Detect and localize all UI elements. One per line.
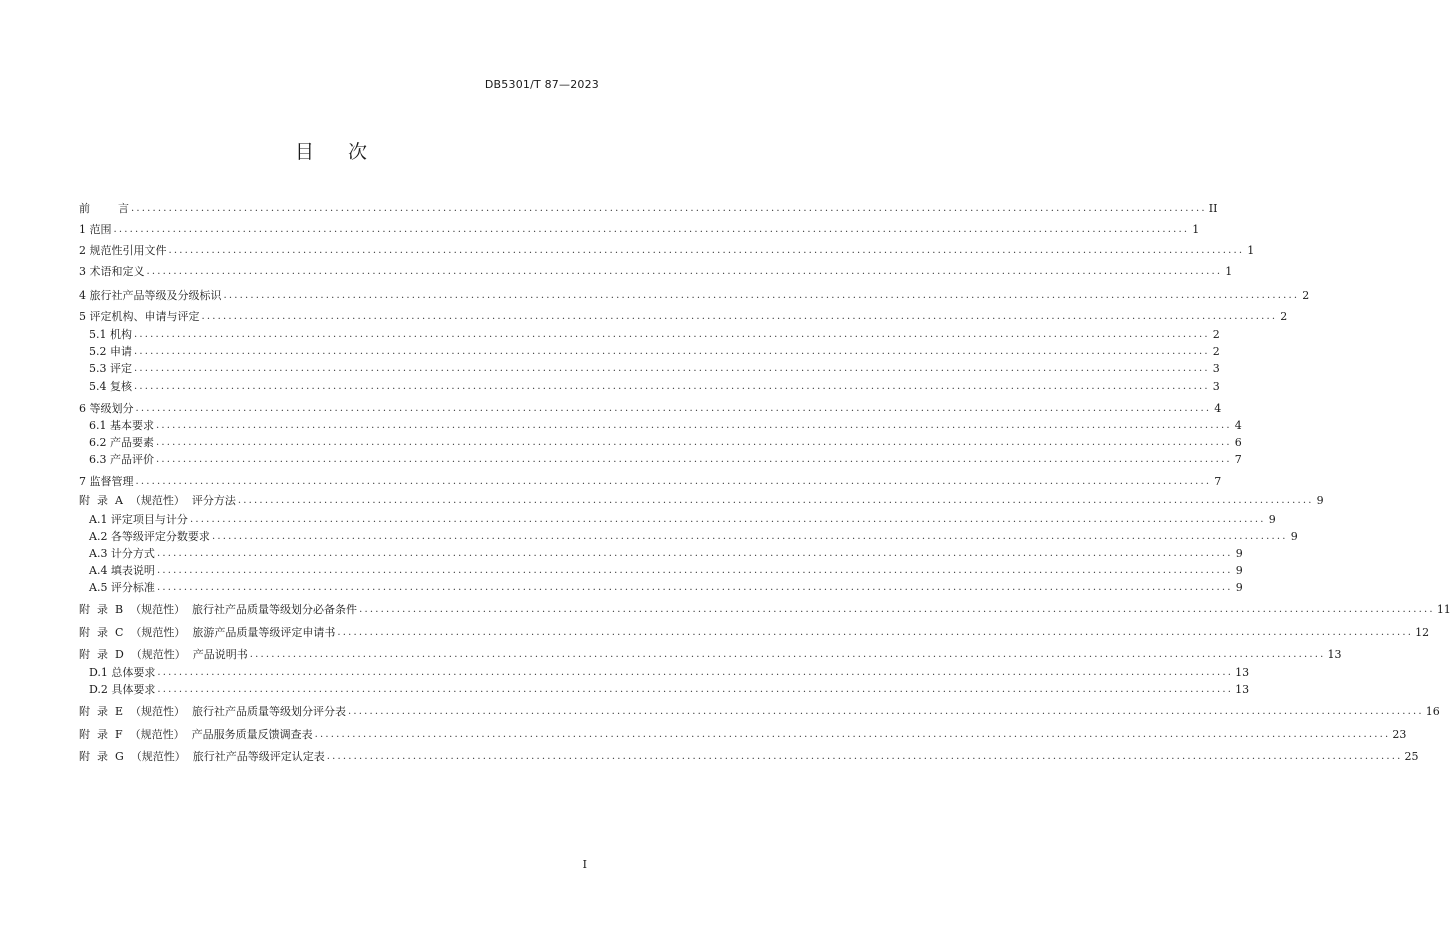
toc-entry-label: 附 录 B （规范性） 旅行社产品质量等级划分必备条件 [79,603,358,616]
toc-entry-page: 4 [1214,402,1222,415]
toc-entry[interactable] [79,579,1243,596]
toc-entry-page: 13 [1327,648,1342,661]
toc-entry[interactable] [79,378,1220,395]
toc-entry[interactable] [79,221,1200,238]
page-number: I [582,858,587,871]
toc-entry[interactable] [79,400,1222,417]
toc-entry[interactable] [79,200,1218,217]
toc-leader-dots: ........................................................................................................................................................................................................ [223,290,1300,301]
toc-leader-dots: ........................................................................................................................................................................................................ [314,729,1391,740]
toc-entry-page: 7 [1214,475,1222,488]
toc-entry[interactable] [79,562,1243,579]
toc-leader-dots: ........................................................................................................................................................................................................ [134,363,1210,374]
toc-entry-label: 5.3 评定 [89,362,132,375]
toc-entry-page: 1 [1192,223,1200,236]
title-char-right: 次 [348,141,368,163]
toc-entry-label: 6 等级划分 [79,402,134,415]
toc-entry-page: 23 [1392,728,1407,741]
toc-leader-dots: ........................................................................................................................................................................................................ [135,403,1212,414]
toc-leader-dots: ........................................................................................................................................................................................................ [113,224,1190,235]
toc-entry-label: 5.2 申请 [89,345,132,358]
toc-entry-label: D.2 具体要求 [89,683,156,696]
toc-entry[interactable] [79,664,1250,681]
toc-entry-label: 7 监督管理 [79,475,134,488]
toc-entry[interactable] [79,451,1242,468]
toc-entry-page: 4 [1234,419,1242,432]
toc-entry-label: 附 录 A （规范性） 评分方法 [79,494,236,507]
toc-entry-page: 2 [1302,289,1310,302]
toc-entry-label: A.3 计分方式 [89,547,155,560]
toc-leader-dots: ........................................................................................................................................................................................................ [359,604,1435,615]
toc-leader-dots: ........................................................................................................................................................................................................ [326,751,1403,762]
toc-entry-label: 5 评定机构、申请与评定 [79,310,200,323]
toc-entry[interactable] [79,601,1451,618]
toc-entry-page: 9 [1290,530,1298,543]
toc-entry-label: A.2 各等级评定分数要求 [89,530,210,543]
toc-entry-page: 11 [1436,603,1451,616]
toc-entry-label: 6.3 产品评价 [89,453,154,466]
toc-entry-label: A.1 评定项目与计分 [89,513,188,526]
toc-entry-page: 13 [1235,666,1250,679]
page-title [0,137,662,164]
toc-entry-label: 1 范围 [79,223,112,236]
toc-entry[interactable] [79,242,1255,259]
toc-entry-label: 5.4 复核 [89,380,132,393]
toc-entry-page: 9 [1316,494,1324,507]
toc-entry[interactable] [79,263,1233,280]
toc-entry-label: D.1 总体要求 [89,666,156,679]
toc-leader-dots: ........................................................................................................................................................................................................ [146,266,1223,277]
toc-leader-dots: ........................................................................................................................................................................................................ [156,582,1233,593]
toc-entry[interactable] [79,681,1250,698]
toc-leader-dots: ........................................................................................................................................................................................................ [337,627,1414,638]
toc-entry[interactable] [79,492,1324,509]
toc-entry-page: 9 [1235,581,1243,594]
toc-entry[interactable] [79,511,1276,528]
toc-leader-dots: ........................................................................................................................................................................................................ [168,245,1245,256]
toc-leader-dots: ........................................................................................................................................................................................................ [134,346,1210,357]
toc-entry-label: 附 录 G （规范性） 旅行社产品等级评定认定表 [79,750,325,763]
toc-entry[interactable] [79,726,1407,743]
toc-leader-dots: ........................................................................................................................................................................................................ [189,514,1266,525]
toc-entry[interactable] [79,528,1298,545]
toc-entry-label: 2 规范性引用文件 [79,244,167,257]
toc-entry[interactable] [79,748,1419,765]
toc-entry[interactable] [79,473,1222,490]
toc-entry[interactable] [79,326,1220,343]
toc-entry-label: 附 录 F （规范性） 产品服务质量反馈调查表 [79,728,313,741]
toc-entry-label: 前 言 [79,202,129,215]
toc-leader-dots: ........................................................................................................................................................................................................ [156,420,1232,431]
toc-entry-label: A.5 评分标准 [89,581,155,594]
toc-leader-dots: ........................................................................................................................................................................................................ [156,548,1233,559]
toc-entry-label: A.4 填表说明 [89,564,155,577]
toc-leader-dots: ........................................................................................................................................................................................................ [157,667,1234,678]
toc-entry-page: 16 [1425,705,1440,718]
toc-leader-dots: ........................................................................................................................................................................................................ [156,565,1233,576]
toc-entry-label: 附 录 C （规范性） 旅游产品质量等级评定申请书 [79,626,336,639]
toc-entry-page: 9 [1235,564,1243,577]
toc-leader-dots: ........................................................................................................................................................................................................ [211,531,1288,542]
toc-entry-label: 4 旅行社产品等级及分级标识 [79,289,222,302]
toc-leader-dots: ........................................................................................................................................................................................................ [237,495,1314,506]
toc-entry-label: 6.2 产品要素 [89,436,154,449]
toc-entry-page: 13 [1235,683,1250,696]
toc-entry-page: 25 [1404,750,1419,763]
toc-entry-page: 2 [1212,345,1220,358]
toc-entry-page: 9 [1235,547,1243,560]
toc-entry[interactable] [79,646,1342,663]
document-code: DB5301/T 87—2023 [484,78,599,91]
toc-entry[interactable] [79,624,1430,641]
toc-leader-dots: ........................................................................................................................................................................................................ [348,706,1424,717]
toc-leader-dots: ........................................................................................................................................................................................................ [157,684,1234,695]
toc-entry-page: 3 [1212,362,1220,375]
toc-entry-label: 6.1 基本要求 [89,419,154,432]
toc-leader-dots: ........................................................................................................................................................................................................ [201,311,1278,322]
toc-entry[interactable] [79,417,1242,434]
toc-leader-dots: ........................................................................................................................................................................................................ [134,329,1210,340]
toc-leader-dots: ........................................................................................................................................................................................................ [156,437,1232,448]
toc-entry-page: 9 [1268,513,1276,526]
toc-leader-dots: ........................................................................................................................................................................................................ [156,454,1232,465]
toc-entry-page: 1 [1247,244,1255,257]
toc-entry[interactable] [79,343,1220,360]
toc-leader-dots: ........................................................................................................................................................................................................ [135,476,1212,487]
toc-entry-page: 3 [1212,380,1220,393]
toc-entry[interactable] [79,308,1288,325]
toc-entry-label: 附 录 D （规范性） 产品说明书 [79,648,248,661]
toc-entry[interactable] [79,434,1242,451]
toc-entry-page: 2 [1280,310,1288,323]
toc-leader-dots: ........................................................................................................................................................................................................ [130,203,1207,214]
toc-entry-page: 12 [1415,626,1430,639]
toc-leader-dots: ........................................................................................................................................................................................................ [249,649,1326,660]
toc-entry-page: 1 [1225,265,1233,278]
toc-entry-label: 5.1 机构 [89,328,132,341]
toc-entry-page: 6 [1234,436,1242,449]
title-char-left: 目 [294,141,314,163]
toc-entry[interactable] [79,545,1243,562]
toc-entry-page: 2 [1212,328,1220,341]
toc-entry[interactable] [79,360,1220,377]
toc-entry-label: 附 录 E （规范性） 旅行社产品质量等级划分评分表 [79,705,347,718]
toc-entry[interactable] [79,287,1310,304]
toc-entry[interactable] [79,703,1440,720]
toc-entry-page: 7 [1234,453,1242,466]
toc-entry-label: 3 术语和定义 [79,265,145,278]
toc-entry-page: II [1208,202,1218,215]
toc-leader-dots: ........................................................................................................................................................................................................ [134,381,1210,392]
